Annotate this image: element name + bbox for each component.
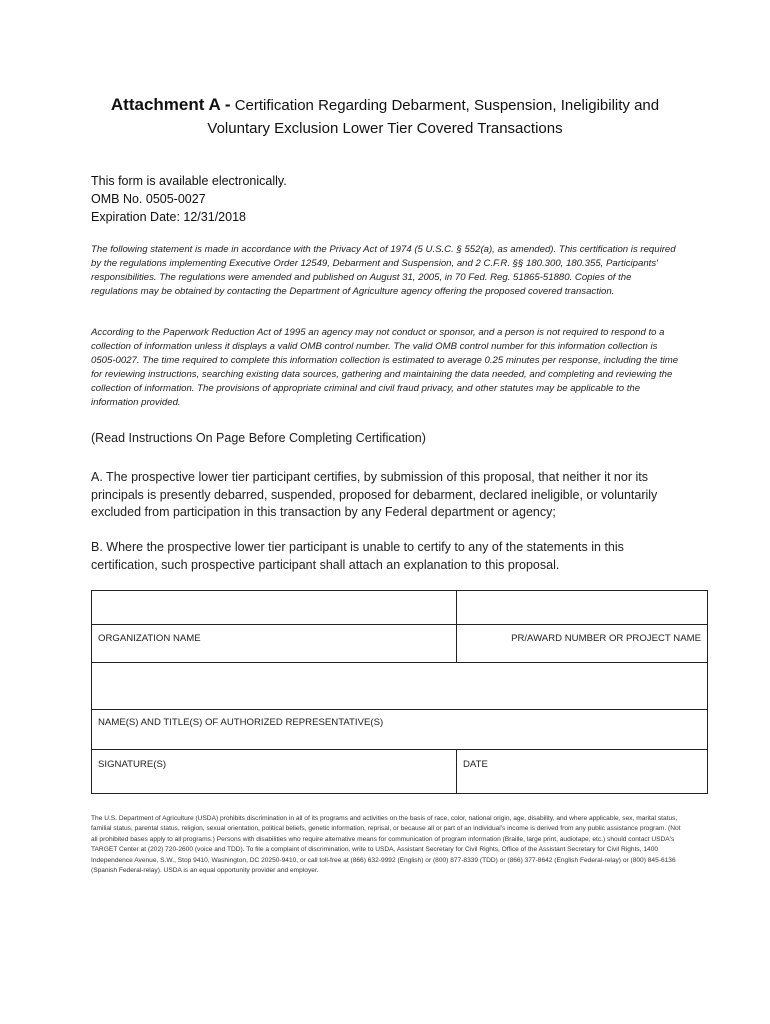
paperwork-reduction-text: According to the Paperwork Reduction Act of 1995 an agency may not conduct or sponsor, and a person is not required to respond to a collection of information unless it displays a valid OMB control number. The valid OMB control number for this information collection is 0505-0027. The time required to complete this information collection is estimated to average 0.25 minutes per response, including the time for reviewing instructions, searching existing data sources, gathering and maintaining the data needed, and completing and reviewing the collection of information. The provisions of appropriate criminal and civil fraud privacy, and other statutes may be applicable to the information provided.	[91, 327, 679, 408]
award-number-label: PR/AWARD NUMBER OR PROJECT NAME	[511, 633, 701, 644]
nondiscrimination-text: The U.S. Department of Agriculture (USDA) prohibits discrimination in all of its programs and activities on the basis of race, color, national origin, age, disability, and where applicable, sex, marital status, familial status, parental status, religion, sexual orientation, political beliefs, genetic information, reprisal, or because all or part of an individual's income is derived from any public assistance program. (Not all prohibited bases apply to all programs.) Persons with disabilities who require alternative means for communication of program information (Braille, large print, audiotape, etc.) should contact USDA's TARGET Center at (202) 720-2600 (voice and TDD). To file a complaint of discrimination, write to USDA, Assistant Secretary for Civil Rights, Office of the Assistant Secretary for Civil Rights, 1400 Independence Avenue, S.W., Stop 9410, Washington, DC 20250-9410, or call toll-free at (866) 632-9992 (English) or (800) 877-8339 (TDD) or (866) 377-8642 (English Federal-relay) or (800) 845-6136 (Spanish Federal-relay). USDA is an equal opportunity provider and employer.	[91, 815, 681, 875]
form-meta	[91, 172, 287, 226]
date-field[interactable]	[457, 750, 707, 794]
signature-label: SIGNATURE(S)	[98, 759, 167, 770]
certification-paragraph-a	[91, 469, 681, 522]
organization-name-label: ORGANIZATION NAME	[98, 633, 201, 644]
title-attachment-label: Attachment A -	[110, 95, 231, 114]
nondiscrimination-statement	[91, 814, 681, 876]
read-instructions-note: (Read Instructions On Page Before Completing Certification)	[91, 431, 426, 445]
omb-number: OMB No. 0505-0027	[91, 192, 206, 206]
signature-field[interactable]	[92, 750, 456, 794]
divider	[92, 624, 707, 625]
divider	[92, 709, 707, 710]
paragraph-b-text: B. Where the prospective lower tier participant is unable to certify to any of the statements in this certification, such prospective participant shall attach an explanation to this proposal.	[91, 540, 624, 572]
privacy-act-statement	[91, 243, 681, 299]
document-title	[60, 93, 710, 140]
expiration-date: Expiration Date: 12/31/2018	[91, 210, 246, 224]
divider	[456, 749, 457, 794]
availability-note: This form is available electronically.	[91, 174, 287, 188]
paperwork-reduction-statement	[91, 326, 681, 410]
organization-name-field[interactable]	[92, 591, 456, 662]
paragraph-a-text: A. The prospective lower tier participant certifies, by submission of this proposal, that neither it nor its principals is presently debarred, suspended, proposed for debarment, declared ineligible, or voluntarily excluded from participation in this transaction by any Federal department or agency;	[91, 470, 658, 519]
divider	[456, 591, 457, 662]
privacy-act-text: The following statement is made in accordance with the Privacy Act of 1974 (5 U.S.C. § 552(a), as amended). This certification is required by the regulations implementing Executive Order 12549, Debarment and Suspension, and 2 C.F.R. §§ 180.300, 180.355, Participants' responsibilities. The regulations were amended and published on August 31, 2005, in 70 Fed. Reg. 51865-51880. Copies of the regulations may be obtained by contacting the Department of Agriculture agency offering the proposed covered transaction.	[91, 244, 676, 297]
authorized-representative-field[interactable]	[92, 663, 707, 749]
award-number-field[interactable]	[457, 591, 707, 662]
date-label: DATE	[463, 759, 488, 770]
representative-label: NAME(S) AND TITLE(S) OF AUTHORIZED REPRESENTATIVE(S)	[98, 717, 384, 728]
title-text: Certification Regarding Debarment, Suspension, Ineligibility and	[230, 97, 660, 114]
certification-form-table	[91, 590, 708, 794]
title-line-2: Voluntary Exclusion Lower Tier Covered Transactions	[207, 120, 563, 137]
certification-paragraph-b	[91, 539, 681, 574]
